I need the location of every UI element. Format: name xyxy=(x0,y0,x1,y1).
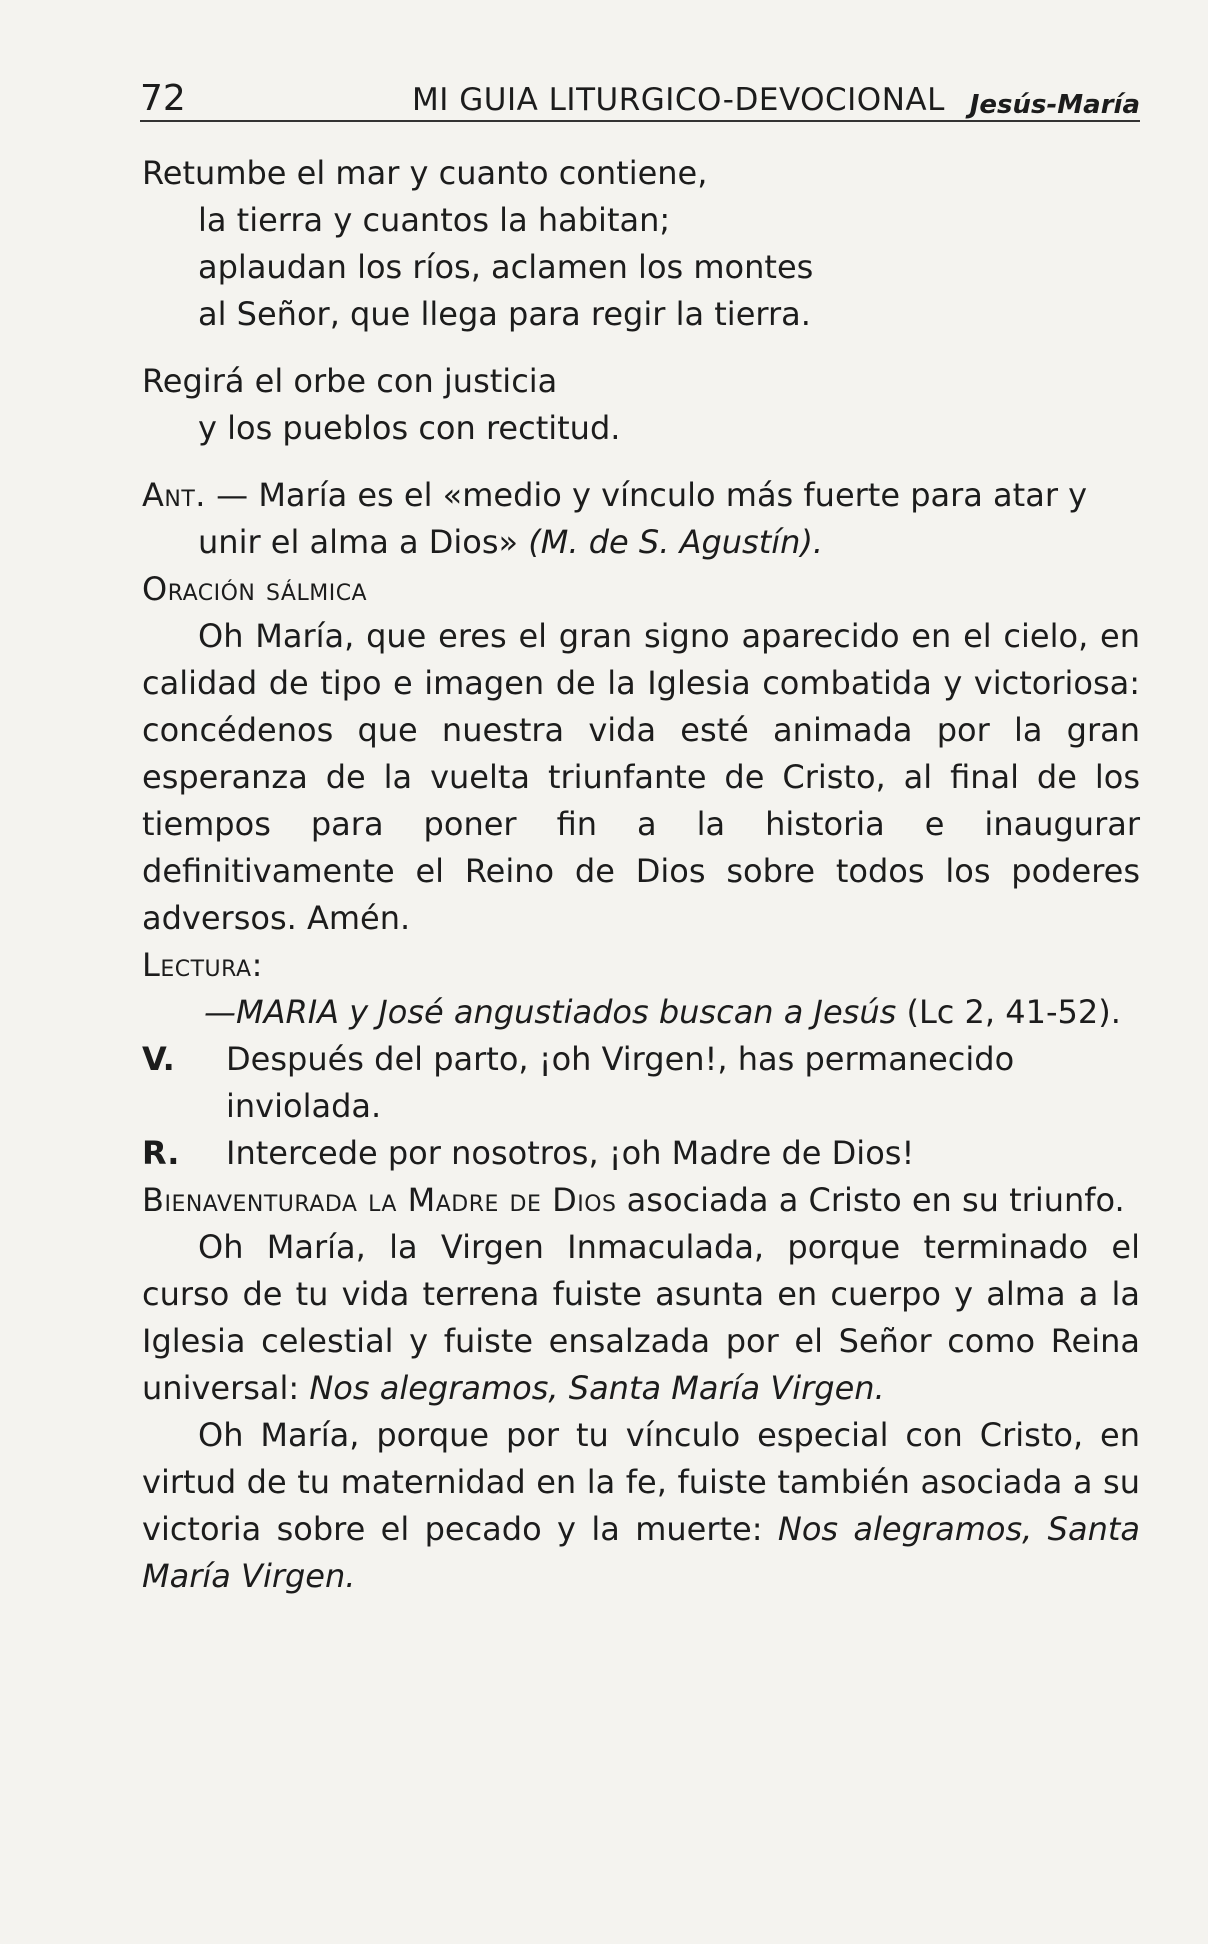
reading-reference: (Lc 2, 41-52). xyxy=(896,993,1121,1031)
page-content xyxy=(142,150,1140,1600)
antiphon-label: Ant. xyxy=(142,476,206,514)
verse-line: aplaudan los ríos, aclamen los montes xyxy=(198,248,814,286)
versicle-text: Después del parto, ¡oh Virgen!, has permanecido inviolada. xyxy=(226,1040,1015,1125)
header-rule xyxy=(140,120,1140,122)
versicle-symbol: V. xyxy=(142,1040,175,1078)
header-dedication: Jesús-María xyxy=(969,90,1140,120)
bienaventurada-heading xyxy=(142,1177,1140,1224)
bienaventurada-text: asociada a Cristo en su triunfo. xyxy=(616,1181,1125,1219)
verse-line: Retumbe el mar y cuanto contiene, xyxy=(142,154,708,192)
prayer-refrain: Nos alegramos, Santa María Virgen. xyxy=(142,1510,1141,1595)
reading-title: —MARIA y José angustiados buscan a Jesús xyxy=(204,993,897,1031)
oracion-text: Oh María, que eres el gran signo aparecido en el cielo, en calidad de tipo e imagen de la Iglesia combatida y victoriosa: concédenos que nuestra vida esté animada por la gran esperanza de la vuelta triunfante de Cristo, al final de los tiempos para poner fin a la historia e inaugurar definitivamente el Reino de Dios sobre todos los poderes adversos. Amén. xyxy=(142,617,1140,937)
psalm-stanza-2 xyxy=(142,358,1140,452)
page-number: 72 xyxy=(140,78,186,119)
response xyxy=(142,1130,1140,1177)
lectura-heading: Lectura: xyxy=(142,946,263,984)
antiphon-text: — María es el «medio y vínculo más fuerte para atar y unir el alma a Dios» xyxy=(198,476,1088,561)
verse-line: la tierra y cuantos la habitan; xyxy=(198,201,671,239)
response-text: Intercede por nosotros, ¡oh Madre de Dios! xyxy=(226,1134,915,1172)
prayer-text: Oh María, la Virgen Inmaculada, porque terminado el curso de tu vida terrena fuiste asunta en cuerpo y alma a la Iglesia celestial y fuiste ensalzada por el Señor como Reina universal: xyxy=(142,1228,1140,1407)
prayer-refrain: Nos alegramos, Santa María Virgen. xyxy=(309,1369,885,1407)
book-title: MI GUIA LITURGICO-DEVOCIONAL xyxy=(412,82,945,118)
antiphon xyxy=(142,472,1140,566)
versicle xyxy=(142,1036,1140,1130)
oracion-heading: Oración sálmica xyxy=(142,570,368,608)
prayer-paragraph-1 xyxy=(142,1224,1140,1412)
psalm-stanza-1 xyxy=(142,150,1140,338)
prayer-text: Oh María, porque por tu vínculo especial con Cristo, en virtud de tu maternidad en la fe, fuiste también asociada a su victoria sobre el pecado y la muerte: xyxy=(142,1416,1140,1548)
reading-line xyxy=(142,989,1140,1036)
verse-line: y los pueblos con rectitud. xyxy=(198,409,621,447)
verse-line: Regirá el orbe con justicia xyxy=(142,362,558,400)
prayer-paragraph-2 xyxy=(142,1412,1140,1600)
antiphon-source: (M. de S. Agustín). xyxy=(528,523,824,561)
bienaventurada-label: Bienaventurada la Madre de Dios xyxy=(142,1181,617,1219)
response-symbol: R. xyxy=(142,1134,180,1172)
verse-line: al Señor, que llega para regir la tierra. xyxy=(198,295,811,333)
